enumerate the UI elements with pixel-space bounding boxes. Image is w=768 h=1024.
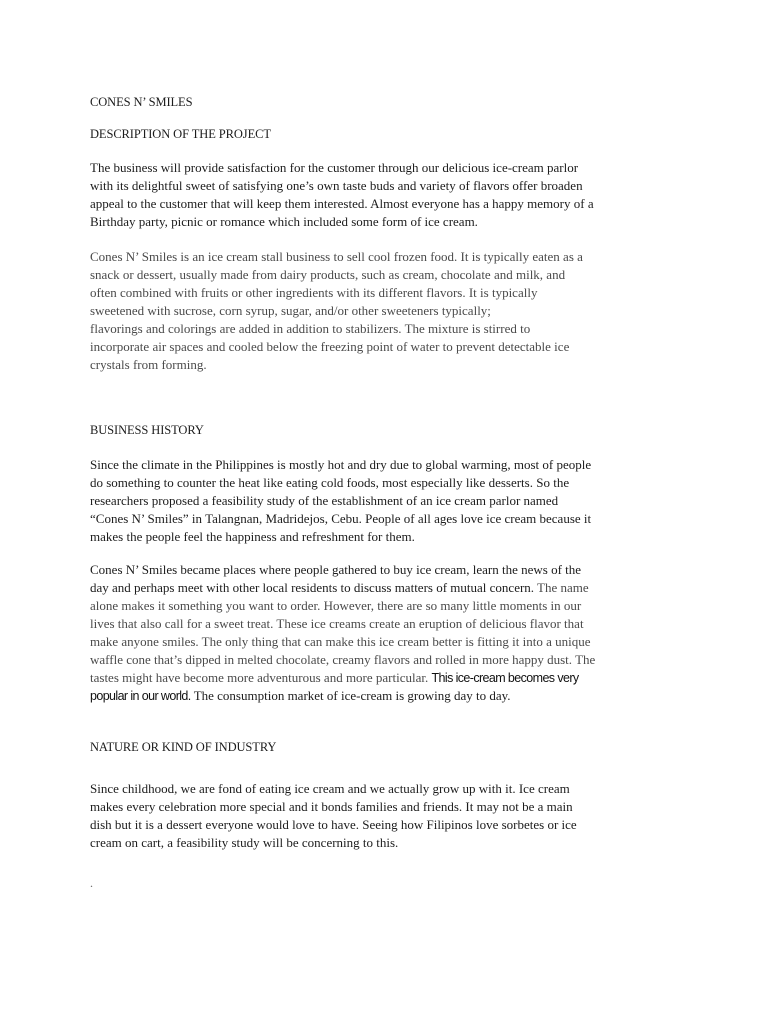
- text-line: Cones N’ Smiles became places where people gathered to buy ice cream, learn the news of the: [90, 562, 582, 577]
- section-heading-nature-of-industry: NATURE OR KIND OF INDUSTRY: [90, 740, 277, 754]
- text-line: crystals from forming.: [90, 357, 207, 372]
- text-line: Since the climate in the Philippines is mostly hot and dry due to global warming, most of people: [90, 457, 592, 472]
- text-line: often combined with fruits or other ingredients with its different flavors. It is typically: [90, 285, 538, 300]
- text-line: dish but it is a dessert everyone would love to have. Seeing how Filipinos love sorbetes or ice: [90, 817, 577, 832]
- text-line: The business will provide satisfaction for the customer through our delicious ice-cream parlor: [90, 160, 579, 175]
- text-line: cream on cart, a feasibility study will be concerning to this.: [90, 835, 399, 850]
- text-segment: tastes might have become more adventurous and more particular.: [90, 670, 429, 685]
- text-line: waffle cone that’s dipped in melted chocolate, creamy flavors and rolled in more happy dust. The: [90, 652, 596, 667]
- text-segment: The consumption market of ice-cream is growing day to day.: [193, 688, 511, 703]
- text-line-mixed: [90, 579, 690, 597]
- paragraph-history-1: [90, 456, 690, 546]
- text-line: researchers proposed a feasibility study of the establishment of an ice cream parlor named: [90, 493, 559, 508]
- paragraph-history-2: [90, 561, 690, 705]
- text-line: snack or dessert, usually made from dairy products, such as cream, chocolate and milk, and: [90, 267, 566, 282]
- text-segment-condensed: This ice-cream becomes very: [431, 671, 579, 685]
- text-line: Birthday party, picnic or romance which included some form of ice cream.: [90, 214, 478, 229]
- trailing-mark: .: [90, 876, 93, 890]
- text-line: alone makes it something you want to order. However, there are so many little moments in our: [90, 598, 582, 613]
- text-line: make anyone smiles. The only thing that can make this ice cream better is fitting it into a unique: [90, 634, 591, 649]
- paragraph-description-1: [90, 159, 690, 231]
- text-line: makes every celebration more special and it bonds families and friends. It may not be a main: [90, 799, 573, 814]
- text-line: makes the people feel the happiness and refreshment for them.: [90, 529, 415, 544]
- text-segment-condensed: popular in our world.: [90, 689, 191, 703]
- text-segment: day and perhaps meet with other local residents to discuss matters of mutual concern.: [90, 580, 535, 595]
- paragraph-description-2: [90, 248, 690, 374]
- text-line: “Cones N’ Smiles” in Talangnan, Madridejos, Cebu. People of all ages love ice cream because it: [90, 511, 592, 526]
- text-line: flavorings and colorings are added in addition to stabilizers. The mixture is stirred to: [90, 321, 531, 336]
- section-heading-description: DESCRIPTION OF THE PROJECT: [90, 127, 271, 141]
- text-line-mixed: [90, 687, 690, 705]
- text-line: sweetened with sucrose, corn syrup, sugar, and/or other sweeteners typically;: [90, 303, 491, 318]
- text-segment: The name: [534, 580, 589, 595]
- text-line: do something to counter the heat like eating cold foods, most especially like desserts. So the: [90, 475, 570, 490]
- text-line-mixed: [90, 669, 690, 687]
- text-line: appeal to the customer that will keep them interested. Almost everyone has a happy memory of a: [90, 196, 594, 211]
- text-line: Since childhood, we are fond of eating ice cream and we actually grow up with it. Ice cream: [90, 781, 570, 796]
- text-line: Cones N’ Smiles is an ice cream stall business to sell cool frozen food. It is typically eaten as a: [90, 249, 583, 264]
- section-heading-business-history: BUSINESS HISTORY: [90, 423, 204, 437]
- document-title: CONES N’ SMILES: [90, 95, 193, 109]
- text-line: with its delightful sweet of satisfying one’s own taste buds and variety of flavors offer broaden: [90, 178, 583, 193]
- paragraph-industry-1: [90, 780, 690, 852]
- text-line: incorporate air spaces and cooled below the freezing point of water to prevent detectable ice: [90, 339, 570, 354]
- text-line: lives that also call for a sweet treat. These ice creams create an eruption of delicious flavor that: [90, 616, 584, 631]
